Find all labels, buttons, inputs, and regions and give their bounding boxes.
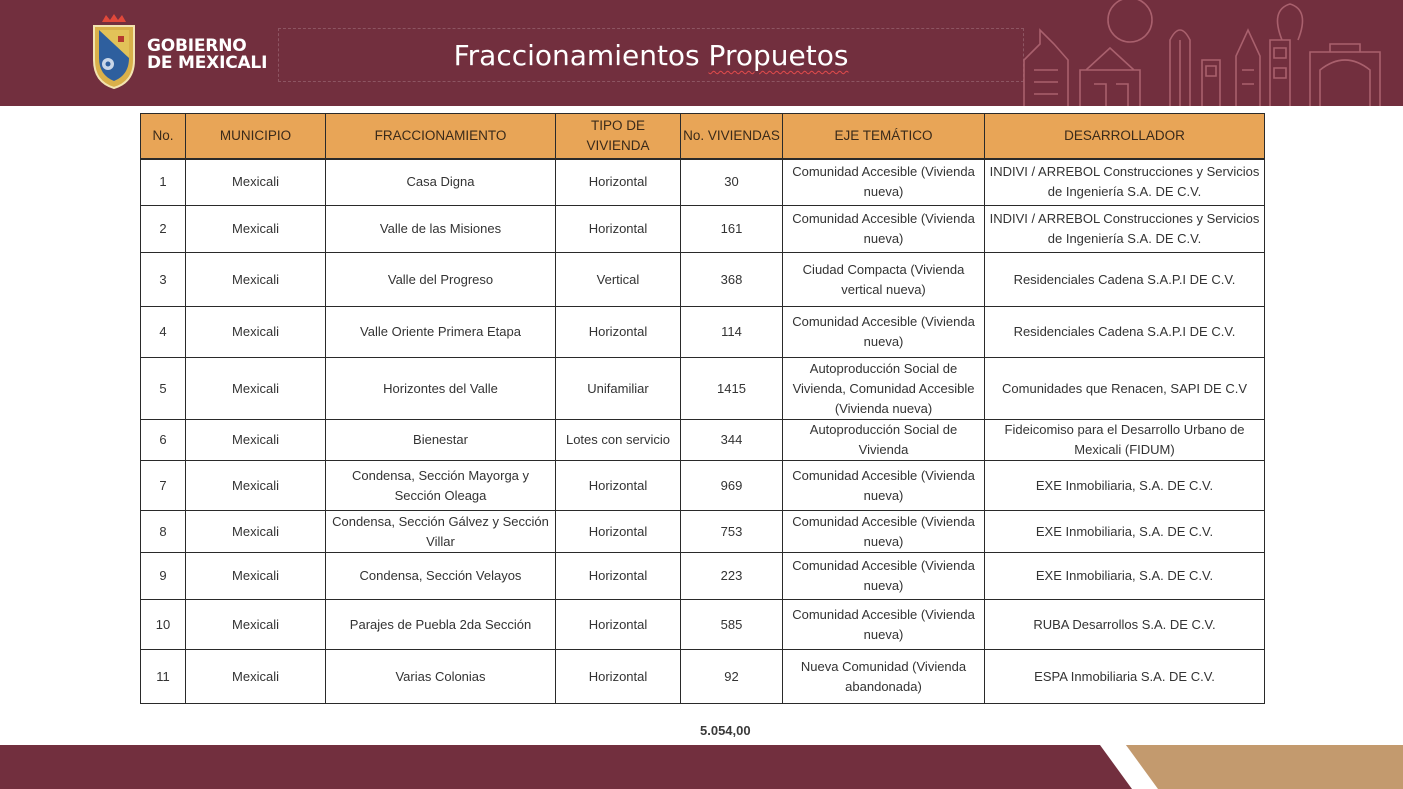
cell-eje: Comunidad Accesible (Vivienda nueva) bbox=[783, 600, 985, 650]
cell-no: 11 bbox=[141, 650, 186, 704]
column-header-municipio: MUNICIPIO bbox=[186, 114, 326, 159]
table-row bbox=[141, 420, 1265, 461]
cell-eje: Comunidad Accesible (Vivienda nueva) bbox=[783, 511, 985, 553]
cell-tipo: Horizontal bbox=[556, 159, 681, 206]
cell-tipo: Vertical bbox=[556, 253, 681, 307]
cell-no: 1 bbox=[141, 159, 186, 206]
cell-viviendas: 969 bbox=[681, 461, 783, 511]
cell-viviendas: 161 bbox=[681, 206, 783, 253]
cell-desarrollador: Residenciales Cadena S.A.P.I DE C.V. bbox=[985, 307, 1265, 358]
table-row bbox=[141, 159, 1265, 206]
cell-no: 7 bbox=[141, 461, 186, 511]
fraccionamientos-table bbox=[140, 113, 1265, 704]
cell-municipio: Mexicali bbox=[186, 461, 326, 511]
cell-viviendas: 92 bbox=[681, 650, 783, 704]
column-header-no: No. bbox=[141, 114, 186, 159]
cell-viviendas: 344 bbox=[681, 420, 783, 461]
table-row bbox=[141, 600, 1265, 650]
table-row bbox=[141, 511, 1265, 553]
cell-no: 5 bbox=[141, 358, 186, 420]
column-header-desarrollador: DESARROLLADOR bbox=[985, 114, 1265, 159]
cell-eje: Comunidad Accesible (Vivienda nueva) bbox=[783, 553, 985, 600]
title-text-2: Propuetos bbox=[708, 39, 849, 72]
cell-eje: Comunidad Accesible (Vivienda nueva) bbox=[783, 159, 985, 206]
cell-viviendas: 753 bbox=[681, 511, 783, 553]
cell-eje: Autoproducción Social de Vivienda, Comunidad Accesible (Vivienda nueva) bbox=[783, 358, 985, 420]
cell-desarrollador: EXE Inmobiliaria, S.A. DE C.V. bbox=[985, 553, 1265, 600]
table-header-row bbox=[141, 114, 1265, 159]
column-header-viviendas: No. VIVIENDAS bbox=[681, 114, 783, 159]
city-illustration-icon bbox=[1020, 0, 1403, 106]
cell-desarrollador: Fideicomiso para el Desarrollo Urbano de Mexicali (FIDUM) bbox=[985, 420, 1265, 461]
logo-line-2: DE MEXICALI bbox=[147, 53, 268, 73]
cell-desarrollador: Residenciales Cadena S.A.P.I DE C.V. bbox=[985, 253, 1265, 307]
coat-of-arms-icon bbox=[88, 12, 140, 90]
logo-line-1: GOBIERNO bbox=[147, 36, 247, 56]
cell-no: 10 bbox=[141, 600, 186, 650]
cell-tipo: Lotes con servicio bbox=[556, 420, 681, 461]
cell-viviendas: 585 bbox=[681, 600, 783, 650]
cell-municipio: Mexicali bbox=[186, 253, 326, 307]
cell-tipo: Horizontal bbox=[556, 206, 681, 253]
cell-eje: Comunidad Accesible (Vivienda nueva) bbox=[783, 206, 985, 253]
title-placeholder[interactable] bbox=[278, 28, 1024, 82]
cell-municipio: Mexicali bbox=[186, 307, 326, 358]
cell-fraccionamiento: Condensa, Sección Gálvez y Sección Villar bbox=[326, 511, 556, 553]
cell-fraccionamiento: Horizontes del Valle bbox=[326, 358, 556, 420]
table-row bbox=[141, 553, 1265, 600]
cell-eje: Autoproducción Social de Vivienda bbox=[783, 420, 985, 461]
column-header-eje: EJE TEMÁTICO bbox=[783, 114, 985, 159]
cell-desarrollador: INDIVI / ARREBOL Construcciones y Servicios de Ingeniería S.A. DE C.V. bbox=[985, 206, 1265, 253]
table-row bbox=[141, 358, 1265, 420]
cell-no: 2 bbox=[141, 206, 186, 253]
cell-eje: Nueva Comunidad (Vivienda abandonada) bbox=[783, 650, 985, 704]
header-band bbox=[0, 0, 1403, 106]
cell-fraccionamiento: Valle Oriente Primera Etapa bbox=[326, 307, 556, 358]
cell-no: 6 bbox=[141, 420, 186, 461]
table-row bbox=[141, 206, 1265, 253]
cell-tipo: Horizontal bbox=[556, 307, 681, 358]
cell-desarrollador: EXE Inmobiliaria, S.A. DE C.V. bbox=[985, 461, 1265, 511]
cell-tipo: Horizontal bbox=[556, 461, 681, 511]
cell-fraccionamiento: Parajes de Puebla 2da Sección bbox=[326, 600, 556, 650]
column-header-tipo: TIPO DE VIVIENDA bbox=[556, 114, 681, 159]
cell-desarrollador: INDIVI / ARREBOL Construcciones y Servicios de Ingeniería S.A. DE C.V. bbox=[985, 159, 1265, 206]
cell-municipio: Mexicali bbox=[186, 159, 326, 206]
cell-tipo: Horizontal bbox=[556, 553, 681, 600]
cell-desarrollador: ESPA Inmobiliaria S.A. DE C.V. bbox=[985, 650, 1265, 704]
table-row bbox=[141, 307, 1265, 358]
table-row bbox=[141, 650, 1265, 704]
table-row bbox=[141, 461, 1265, 511]
cell-viviendas: 223 bbox=[681, 553, 783, 600]
cell-fraccionamiento: Condensa, Sección Velayos bbox=[326, 553, 556, 600]
cell-eje: Comunidad Accesible (Vivienda nueva) bbox=[783, 307, 985, 358]
slide-title bbox=[279, 38, 1023, 74]
cell-desarrollador: Comunidades que Renacen, SAPI DE C.V bbox=[985, 358, 1265, 420]
title-text-1: Fraccionamientos bbox=[453, 39, 709, 72]
cell-municipio: Mexicali bbox=[186, 650, 326, 704]
cell-municipio: Mexicali bbox=[186, 206, 326, 253]
cell-fraccionamiento: Valle de las Misiones bbox=[326, 206, 556, 253]
cell-viviendas: 114 bbox=[681, 307, 783, 358]
cell-desarrollador: RUBA Desarrollos S.A. DE C.V. bbox=[985, 600, 1265, 650]
cell-no: 8 bbox=[141, 511, 186, 553]
cell-municipio: Mexicali bbox=[186, 420, 326, 461]
total-viviendas: 5.054,00 bbox=[700, 723, 751, 738]
cell-municipio: Mexicali bbox=[186, 511, 326, 553]
cell-tipo: Horizontal bbox=[556, 511, 681, 553]
data-table bbox=[140, 113, 1265, 704]
footer-accent bbox=[1126, 745, 1403, 789]
table-row bbox=[141, 253, 1265, 307]
cell-fraccionamiento: Bienestar bbox=[326, 420, 556, 461]
cell-viviendas: 368 bbox=[681, 253, 783, 307]
cell-municipio: Mexicali bbox=[186, 358, 326, 420]
cell-eje: Ciudad Compacta (Vivienda vertical nueva) bbox=[783, 253, 985, 307]
cell-no: 4 bbox=[141, 307, 186, 358]
gobierno-logo bbox=[88, 12, 268, 92]
logo-wordmark bbox=[147, 38, 267, 72]
cell-tipo: Unifamiliar bbox=[556, 358, 681, 420]
cell-no: 9 bbox=[141, 553, 186, 600]
column-header-fraccionamiento: FRACCIONAMIENTO bbox=[326, 114, 556, 159]
cell-fraccionamiento: Casa Digna bbox=[326, 159, 556, 206]
cell-tipo: Horizontal bbox=[556, 650, 681, 704]
cell-no: 3 bbox=[141, 253, 186, 307]
cell-municipio: Mexicali bbox=[186, 600, 326, 650]
cell-tipo: Horizontal bbox=[556, 600, 681, 650]
cell-fraccionamiento: Varias Colonias bbox=[326, 650, 556, 704]
cell-viviendas: 1415 bbox=[681, 358, 783, 420]
cell-fraccionamiento: Valle del Progreso bbox=[326, 253, 556, 307]
cell-fraccionamiento: Condensa, Sección Mayorga y Sección Oleaga bbox=[326, 461, 556, 511]
cell-viviendas: 30 bbox=[681, 159, 783, 206]
cell-eje: Comunidad Accesible (Vivienda nueva) bbox=[783, 461, 985, 511]
cell-municipio: Mexicali bbox=[186, 553, 326, 600]
cell-desarrollador: EXE Inmobiliaria, S.A. DE C.V. bbox=[985, 511, 1265, 553]
